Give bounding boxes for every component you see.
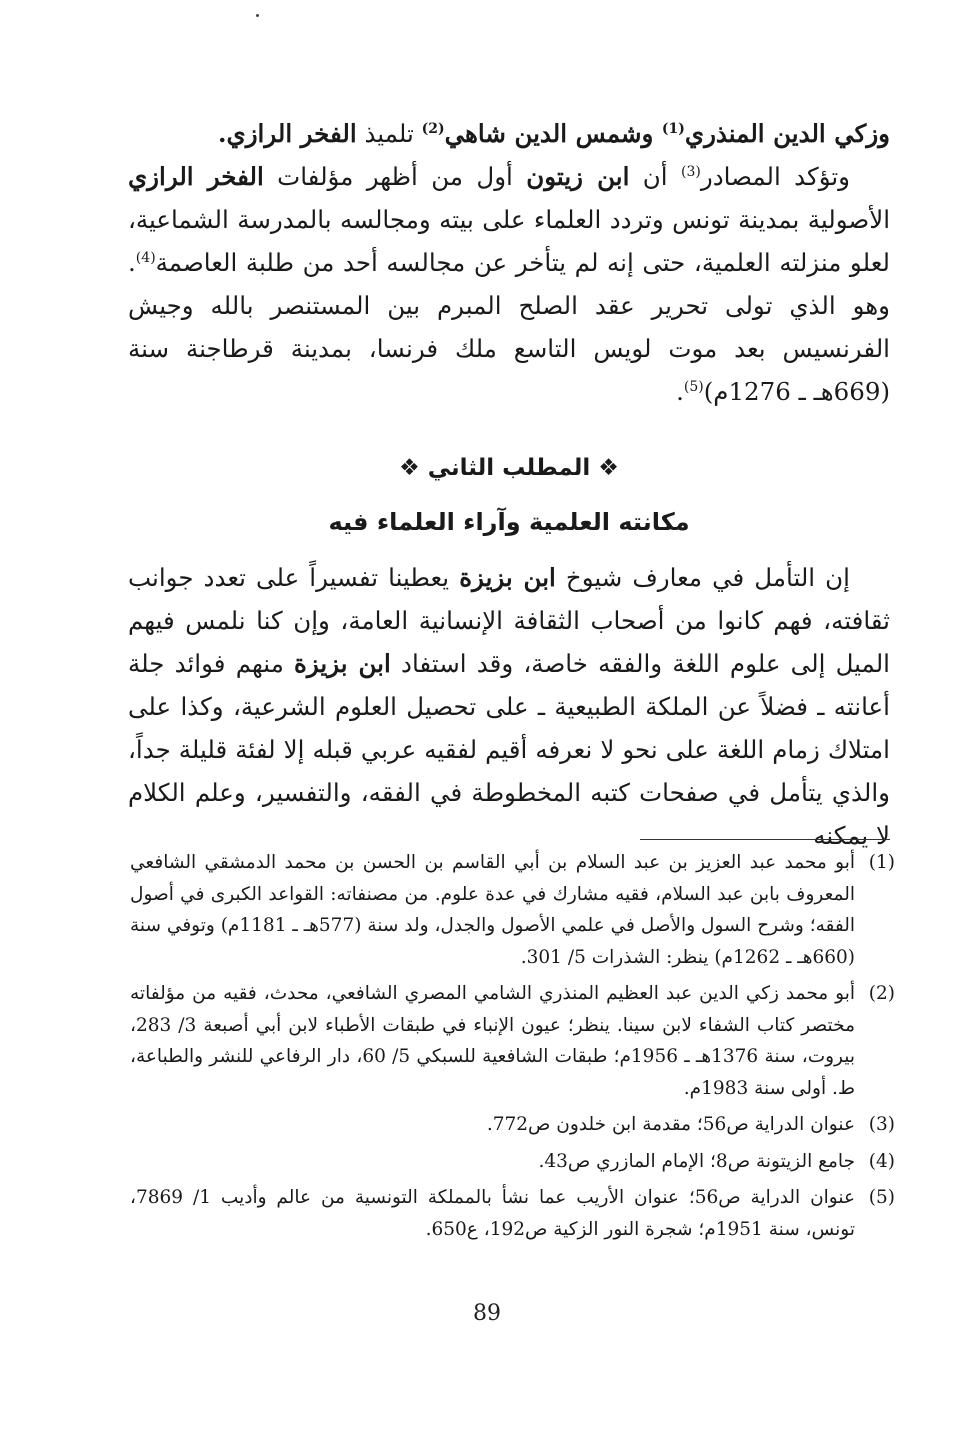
footnote-ref-5[interactable]: (5) (683, 378, 704, 395)
footnote-text: أبو محمد عبد العزيز بن عبد السلام بن أبي القاسم بن الحسن بن محمد الدمشقي الشافعي المعروف بابن عبد السلام، فقيه مشارك في عدة علوم. من مصنفاته: القواعد الكبرى في أصول الفقه؛ وشرح السول والأصل في علمي الأصول والجدل، ولد سنة (577هـ ـ 1181م) وتوفي سنة (660هـ ـ 1262م) ينظر: الشذرات 5/ 301. (130, 852, 856, 968)
footnote-item (130, 1182, 895, 1245)
section-heading: ❖ المطلب الثاني ❖ (399, 455, 619, 481)
footnote-text: جامع الزيتونة ص8؛ الإمام المازري ص43. (538, 1150, 855, 1172)
footnote-number: (4) (868, 1150, 895, 1172)
footnote-number: (1) (868, 852, 895, 873)
section-paragraph: إن التأمل في معارف شيوخ ابن بزيزة يعطينا تفسيراً على تعدد جوانب ثقافته، فهم كانوا من أصحاب الثقافة الإنسانية العامة، وإن كنا نلمس فيهم الميل إلى علوم اللغة والفقه خاصة، وقد استفاد ابن بزيزة منهم فوائد جلة أعانته ـ فضلاً عن الملكة الطبيعية ـ على تحصيل العلوم الشرعية، وكذا على امتلاك زمام اللغة على نحو لا نعرفه أقيم لفقيه عربي قبله إلا لفئة قليلة جداً، والذي يتأمل في صفحات كتبه المخطوطة في الفقه، والتفسير، وعلم الكلام لا يمكنه (128, 563, 890, 850)
footnote-ref-2[interactable]: (2) (421, 120, 445, 137)
intro-text (128, 112, 890, 413)
footnote-ref-1[interactable]: (1) (661, 120, 685, 137)
footnotes (130, 847, 895, 1250)
name-ibn-bazizah: ابن بزيزة (294, 649, 391, 678)
footnote-number: (3) (868, 1114, 895, 1135)
footnote-item (130, 1109, 895, 1141)
page-number: 89 (473, 1301, 501, 1326)
intro-paragraph-2: وتؤكد المصادر$^{(3)}$ أن ابن زيتون أول من أظهر مؤلفات الفخر الرازي الأصولية بمدينة تونس وتردد العلماء على بيته ومجالسه بالمدرسة الشماعية، لعلو منزلته العلمية، حتى إنه لم يتأخر عن مجالسه أحد من طلبة العاصمة$^{(4)}$. وهو الذي تولى تحرير عقد الصلح المبرم بين المستنصر بالله وجيش الفرنسيس بعد موت لويس التاسع ملك فرنسا، بمدينة قرطاجنة سنة (669هـ ـ 1276م)$^{(5)}$. (128, 162, 890, 406)
footnote-number: (5) (868, 1187, 895, 1208)
footnote-text: عنوان الدراية ص56؛ عنوان الأريب عما نشأ بالمملكة التونسية من عالم وأديب 1/ 7869، تونس، سنة 1951م؛ شجرة النور الزكية ص192، ع650. (130, 1187, 855, 1240)
footnote-text: أبو محمد زكي الدين عبد العظيم المنذري الشامي المصري الشافعي، محدث، فقيه من مؤلفاته مختصر كتاب الشفاء لابن سينا. ينظر؛ عيون الإنباء في طبقات الأطباء لابن أبي أصبعة 3/ 283، بيروت، سنة 1376هـ ـ 1956م؛ طبقات الشافعية للسبكي 5/ 60، دار الرفاعي للنشر والطباعة، ط. أولى سنة 1983م. (130, 983, 855, 1099)
scan-speck (256, 14, 259, 17)
footnote-number: (2) (868, 983, 895, 1004)
footnote-text: عنوان الدراية ص56؛ مقدمة ابن خلدون ص772. (486, 1114, 855, 1135)
footnote-item (130, 1146, 895, 1178)
footnote-separator (640, 839, 890, 840)
section-subheading: مكانته العلمية وآراء العلماء فيه (328, 508, 690, 536)
footnote-item (130, 847, 895, 973)
footnote-ref-4[interactable]: (4) (135, 249, 156, 266)
intro-paragraph-1: وزكي الدين المنذري$^{(1)}$ وشمس الدين شاهي$^{(2)}$ تلميذ الفخر الرازي. (217, 119, 890, 148)
footnote-ref-3[interactable]: (3) (681, 163, 701, 180)
section-text (128, 556, 890, 857)
name-ibn-zaytun: ابن زيتون (526, 162, 630, 191)
name-fakhr-razi: الفخر الرازي (128, 162, 264, 191)
name-ibn-bazizah: ابن بزيزة (459, 563, 556, 592)
footnote-item (130, 978, 895, 1104)
